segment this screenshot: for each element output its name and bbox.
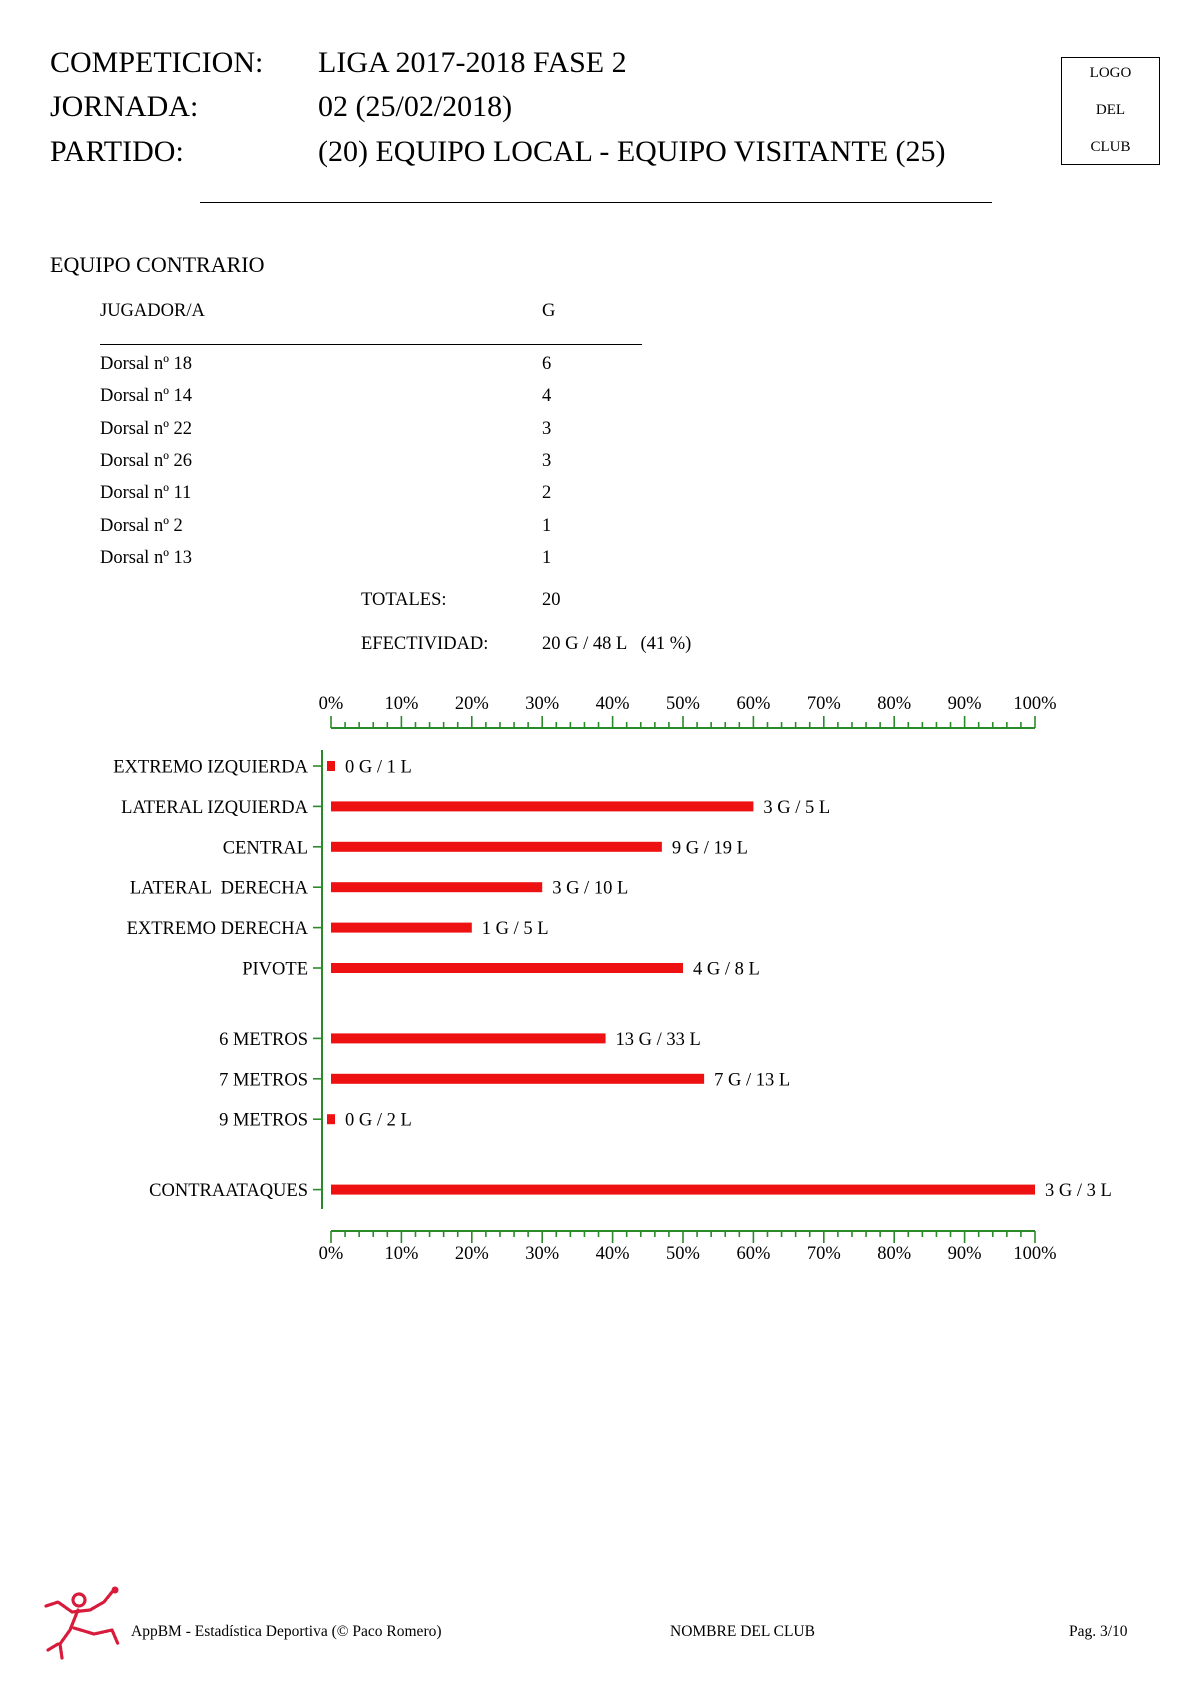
footer-club-name: NOMBRE DEL CLUB xyxy=(670,1623,815,1640)
category-label: 6 METROS xyxy=(219,1029,308,1050)
player-goals: 3 xyxy=(542,450,552,471)
category-label: CONTRAATAQUES xyxy=(149,1181,308,1202)
top-tick-label: 70% xyxy=(806,694,841,714)
player-dorsal: Dorsal nº 13 xyxy=(100,547,193,568)
bar-value-label: 3 G / 10 L xyxy=(552,878,629,899)
bottom-tick-label: 50% xyxy=(666,1244,700,1264)
player-dorsal: Dorsal nº 14 xyxy=(100,386,193,407)
bottom-tick-label: 30% xyxy=(525,1244,560,1264)
bar xyxy=(331,923,472,933)
category-label: 7 METROS xyxy=(219,1070,308,1091)
partido-label: PARTIDO: xyxy=(50,135,184,168)
footer-app-credit: AppBM - Estadística Deportiva (© Paco Romero) xyxy=(131,1623,442,1640)
handball-player-logo-icon xyxy=(38,1586,124,1662)
bar-value-label: 0 G / 2 L xyxy=(345,1110,412,1131)
bottom-tick-label: 100% xyxy=(1013,1244,1057,1264)
efectividad-value: 20 G / 48 L (41 %) xyxy=(542,634,692,654)
player-goals: 3 xyxy=(542,418,552,439)
competicion-value: LIGA 2017-2018 FASE 2 xyxy=(318,46,627,79)
bottom-tick-label: 90% xyxy=(947,1244,982,1264)
top-tick-label: 50% xyxy=(666,694,700,714)
player-goals: 2 xyxy=(542,483,552,504)
category-label: 9 METROS xyxy=(219,1110,308,1131)
bar xyxy=(327,1114,335,1124)
totales-label: TOTALES: xyxy=(361,590,447,610)
column-header-player: JUGADOR/A xyxy=(100,301,205,321)
logo-line-3: CLUB xyxy=(1090,139,1131,155)
competicion-label: COMPETICION: xyxy=(50,46,264,79)
bar xyxy=(331,1185,1035,1195)
bar xyxy=(331,1074,704,1084)
totales-value: 20 xyxy=(542,590,561,610)
bottom-tick-label: 80% xyxy=(877,1244,912,1264)
bottom-tick-label: 10% xyxy=(384,1244,419,1264)
jornada-label: JORNADA: xyxy=(50,90,199,123)
bottom-tick-label: 60% xyxy=(736,1244,771,1264)
bar xyxy=(331,1033,606,1043)
category-label: EXTREMO DERECHA xyxy=(126,919,308,940)
bar-value-label: 4 G / 8 L xyxy=(693,959,760,980)
column-header-goals: G xyxy=(542,301,556,321)
top-tick-label: 0% xyxy=(318,694,344,714)
bottom-tick-label: 70% xyxy=(806,1244,841,1264)
category-label: LATERAL IZQUIERDA xyxy=(121,797,308,818)
jornada-value: 02 (25/02/2018) xyxy=(318,90,513,123)
partido-value: (20) EQUIPO LOCAL - EQUIPO VISITANTE (25) xyxy=(318,135,946,168)
bar-value-label: 3 G / 3 L xyxy=(1045,1181,1112,1202)
player-goals: 1 xyxy=(542,547,552,568)
footer-page-number: Pag. 3/10 xyxy=(1069,1623,1128,1640)
player-dorsal: Dorsal nº 22 xyxy=(100,418,193,439)
top-tick-label: 100% xyxy=(1013,694,1057,714)
bar-value-label: 3 G / 5 L xyxy=(763,797,831,818)
player-goals: 4 xyxy=(542,386,552,407)
category-label: EXTREMO IZQUIERDA xyxy=(113,757,308,778)
player-dorsal: Dorsal nº 18 xyxy=(100,354,193,374)
player-goals: 1 xyxy=(542,515,552,536)
category-label: PIVOTE xyxy=(242,959,308,980)
bar-value-label: 0 G / 1 L xyxy=(345,757,412,778)
top-tick-label: 30% xyxy=(525,694,560,714)
top-tick-label: 40% xyxy=(595,694,630,714)
top-tick-label: 80% xyxy=(877,694,912,714)
section-title: EQUIPO CONTRARIO xyxy=(50,252,265,277)
bar xyxy=(331,963,683,973)
efectividad-label: EFECTIVIDAD: xyxy=(361,634,489,654)
bar xyxy=(331,801,753,811)
category-label: CENTRAL xyxy=(222,838,308,859)
bar xyxy=(331,842,662,852)
top-tick-label: 90% xyxy=(947,694,982,714)
player-dorsal: Dorsal nº 2 xyxy=(100,515,183,536)
bar-value-label: 7 G / 13 L xyxy=(714,1070,791,1091)
bottom-tick-label: 0% xyxy=(318,1244,344,1264)
top-tick-label: 20% xyxy=(454,694,489,714)
bar-value-label: 9 G / 19 L xyxy=(671,838,748,859)
bar-value-label: 1 G / 5 L xyxy=(481,919,549,940)
player-dorsal: Dorsal nº 26 xyxy=(100,450,193,471)
bar xyxy=(331,882,542,892)
top-tick-label: 10% xyxy=(384,694,419,714)
logo-line-1: LOGO xyxy=(1089,65,1132,81)
player-dorsal: Dorsal nº 11 xyxy=(100,483,192,504)
bottom-tick-label: 20% xyxy=(454,1244,489,1264)
bar-value-label: 13 G / 33 L xyxy=(615,1029,701,1050)
bar xyxy=(327,761,335,771)
logo-line-2: DEL xyxy=(1095,102,1126,118)
top-tick-label: 60% xyxy=(736,694,771,714)
category-label: LATERAL DERECHA xyxy=(129,878,308,899)
player-goals: 6 xyxy=(542,354,552,374)
bottom-tick-label: 40% xyxy=(595,1244,630,1264)
